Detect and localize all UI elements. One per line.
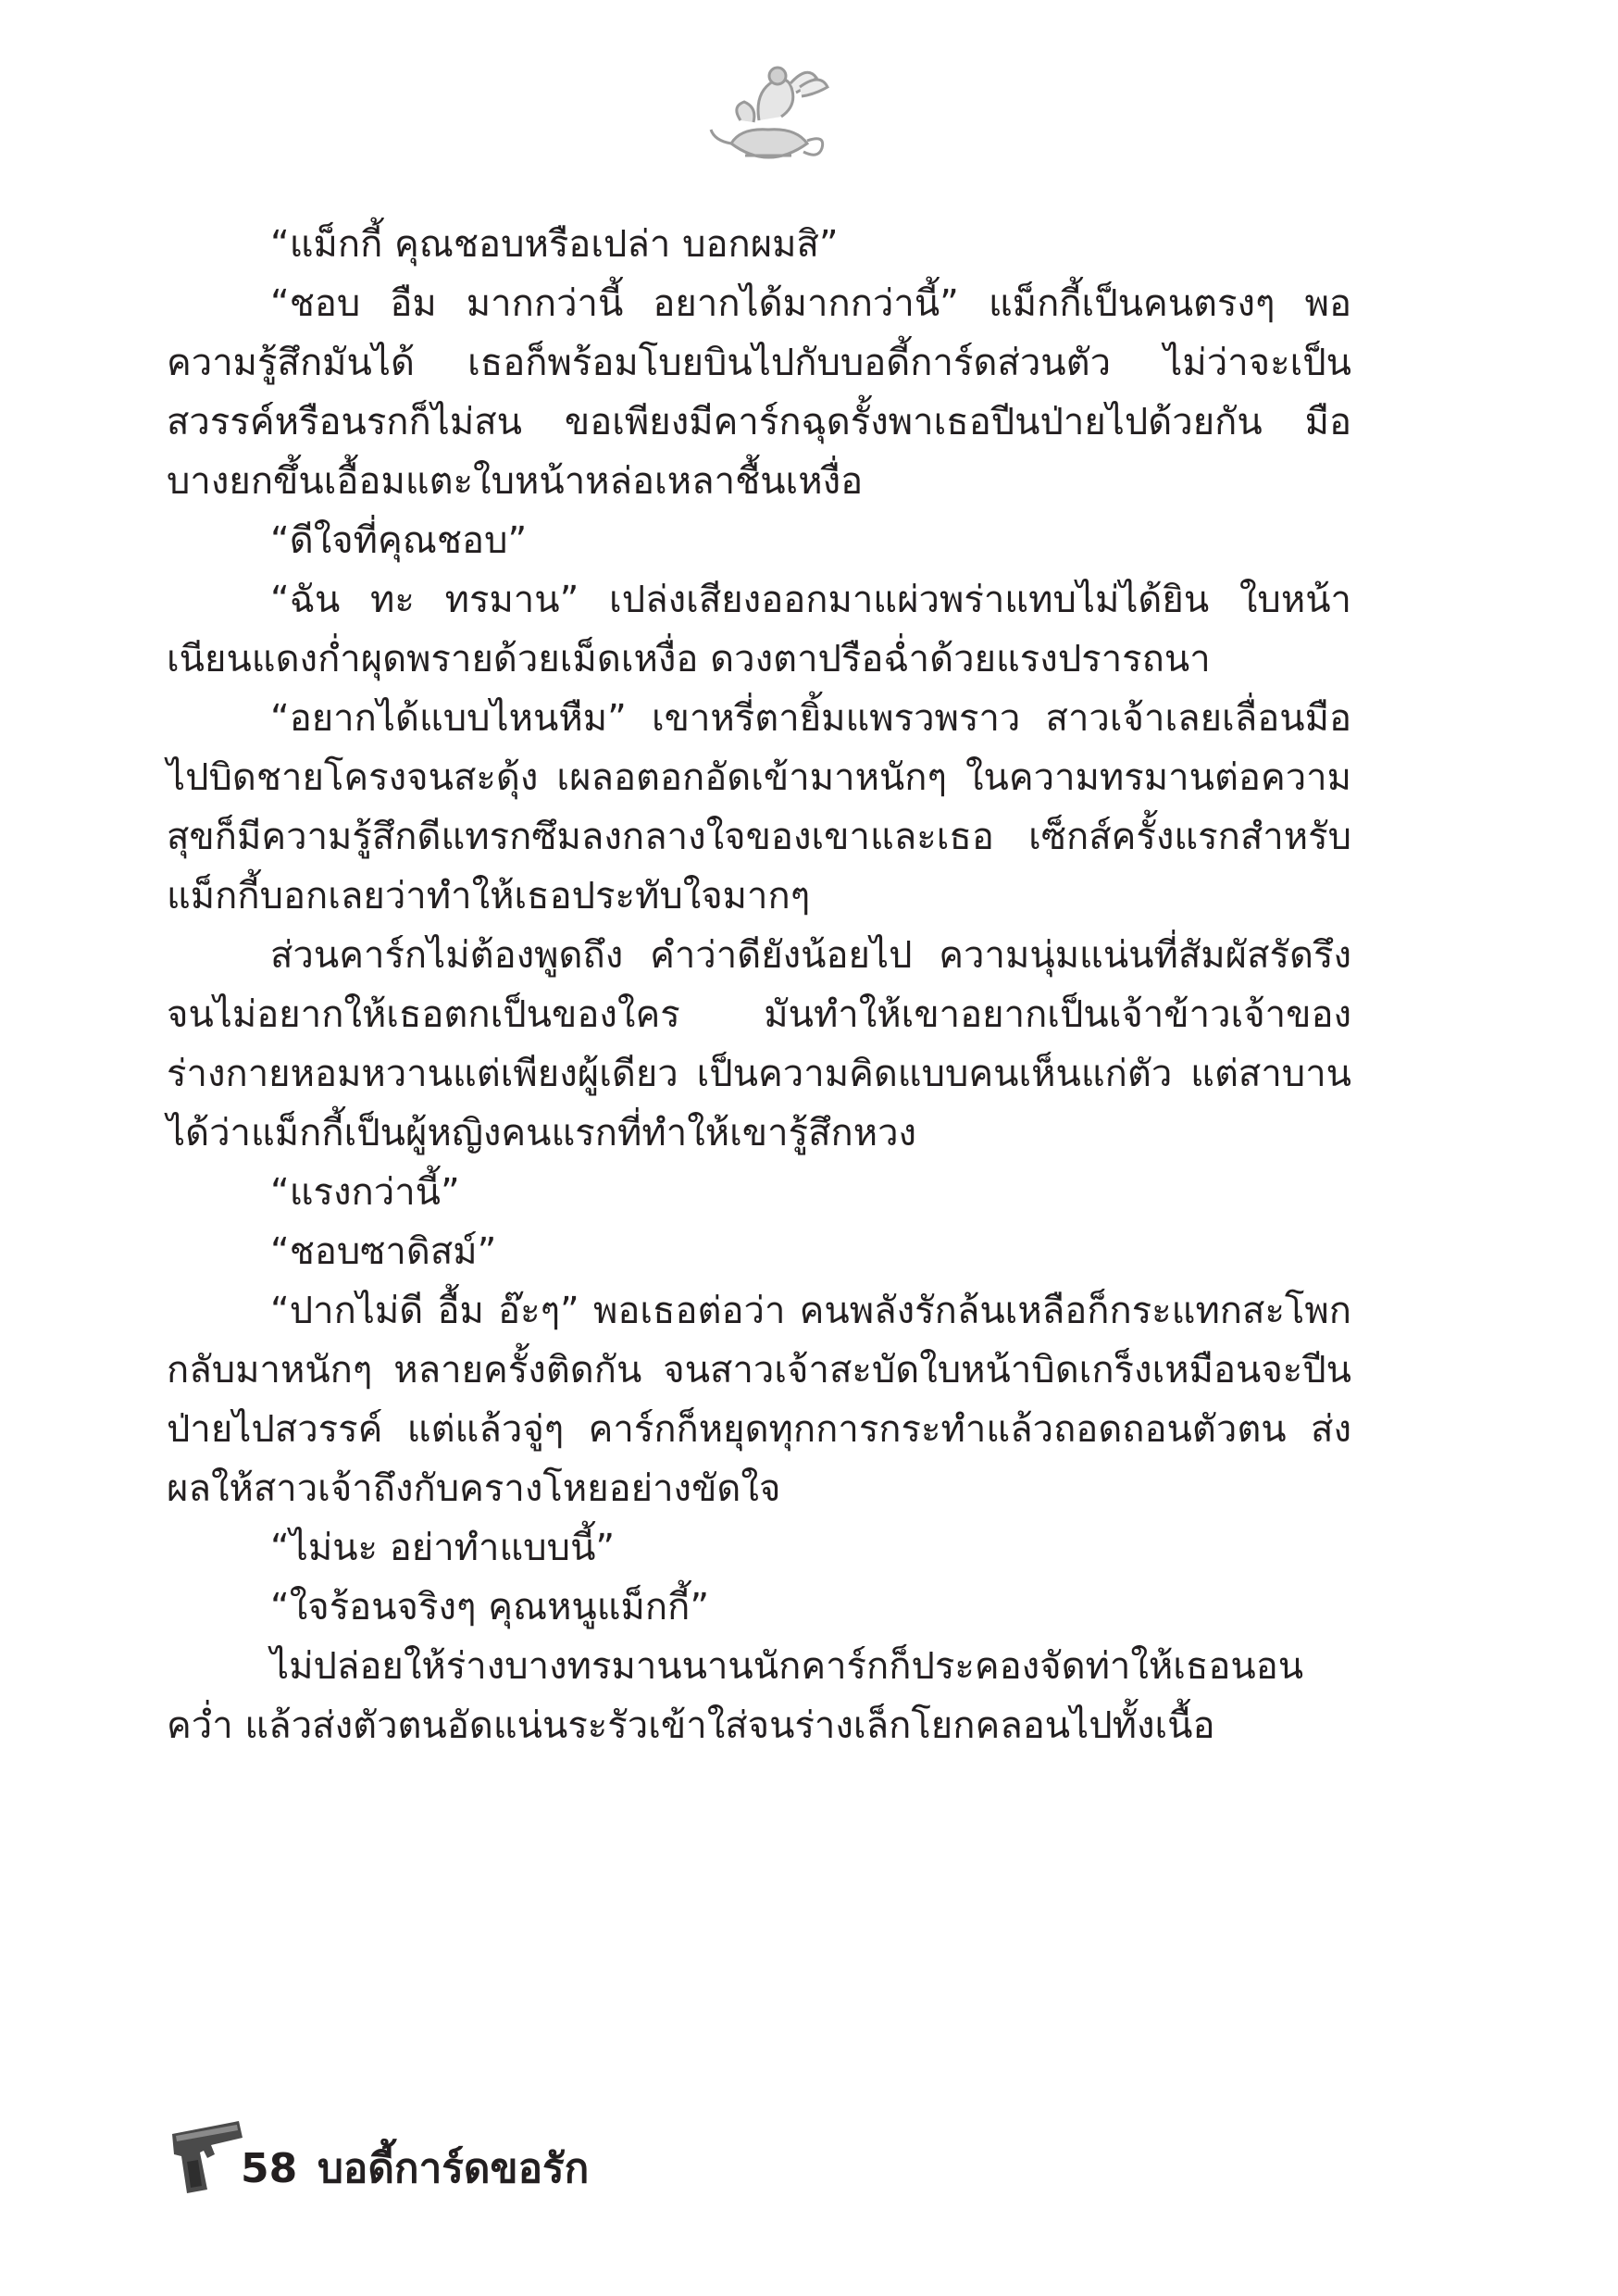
paragraph: “ฉัน ทะ ทรมาน” เปล่งเสียงออกมาแผ่วพร่าแทบไม่ได้ยิน ใบหน้าเนียนแดงก่ำผุดพรายด้วยเม็ดเหงื่อ ดวงตาปรือฉ่ำด้วยแรงปรารถนา xyxy=(167,579,1351,680)
paragraph: “ชอบซาดิสม์” xyxy=(270,1230,497,1273)
pistol-icon xyxy=(167,2114,244,2197)
paragraph: “ปากไม่ดี อื้ม อ๊ะๆ” พอเธอต่อว่า คนพลังรักล้นเหลือก็กระแทกสะโพกกลับมาหนักๆ หลายครั้งติดกัน จนสาวเจ้าสะบัดใบหน้าบิดเกร็งเหมือนจะปีนป่ายไปสวรรค์ แต่แล้วจู่ๆ คาร์กก็หยุดทุกการกระทำแล้วถอดถอนตัวตน ส่งผลให้สาวเจ้าถึงกับครางโหยอย่างขัดใจ xyxy=(167,1290,1351,1510)
paragraph: “ใจร้อนจริงๆ คุณหนูแม็กกี้” xyxy=(270,1586,710,1628)
book-title: บอดี้การ์ดขอรัก xyxy=(317,2145,590,2192)
paragraph: “แม็กกี้ คุณชอบหรือเปล่า บอกผมสิ” xyxy=(270,223,839,266)
paragraph: “แรงกว่านี้” xyxy=(270,1171,460,1214)
paragraph: “ไม่นะ อย่าทำแบบนี้” xyxy=(270,1527,616,1569)
paragraph: ส่วนคาร์กไม่ต้องพูดถึง คำว่าดียังน้อยไป ความนุ่มแน่นที่สัมผัสรัดรึงจนไม่อยากให้เธอตกเป็นของใคร มันทำให้เขาอยากเป็นเจ้าข้าวเจ้าของร่างกายหอมหวานแต่เพียงผู้เดียว เป็นความคิดแบบคนเห็นแก่ตัว แต่สาบานได้ว่าแม็กกี้เป็นผู้หญิงคนแรกที่ทำให้เขารู้สึกหวง xyxy=(167,934,1351,1154)
cupid-teapot-icon xyxy=(703,56,833,171)
paragraph: “อยากได้แบบไหนหืม” เขาหรี่ตายิ้มแพรวพราว สาวเจ้าเลยเลื่อนมือไปบิดชายโครงจนสะดุ้ง เผลอตอกอัดเข้ามาหนักๆ ในความทรมานต่อความสุขก็มีความรู้สึกดีแทรกซึมลงกลางใจของเขาและเธอ เซ็กส์ครั้งแรกสำหรับแม็กกี้บอกเลยว่าทำให้เธอประทับใจมากๆ xyxy=(167,697,1351,917)
paragraph: ไม่ปล่อยให้ร่างบางทรมานนานนักคาร์กก็ประคองจัดท่าให้เธอนอนคว่ำ แล้วส่งตัวตนอัดแน่นระรัวเข้าใส่จนร่างเล็กโยกคลอนไปทั้งเนื้อ xyxy=(167,1645,1304,1747)
page-number: 58 xyxy=(241,2145,298,2192)
paragraph: “ชอบ อืม มากกว่านี้ อยากได้มากกว่านี้” แม็กกี้เป็นคนตรงๆ พอความรู้สึกมันได้ เธอก็พร้อมโบยบินไปกับบอดี้การ์ดส่วนตัว ไม่ว่าจะเป็นสวรรค์หรือนรกก็ไม่สน ขอเพียงมีคาร์กฉุดรั้งพาเธอปีนป่ายไปด้วยกัน มือบางยกขึ้นเอื้อมแตะใบหน้าหล่อเหลาชื้นเหงื่อ xyxy=(167,282,1351,503)
body-text xyxy=(167,215,1351,1755)
page-footer xyxy=(167,2114,815,2215)
paragraph: “ดีใจที่คุณชอบ” xyxy=(270,519,528,562)
